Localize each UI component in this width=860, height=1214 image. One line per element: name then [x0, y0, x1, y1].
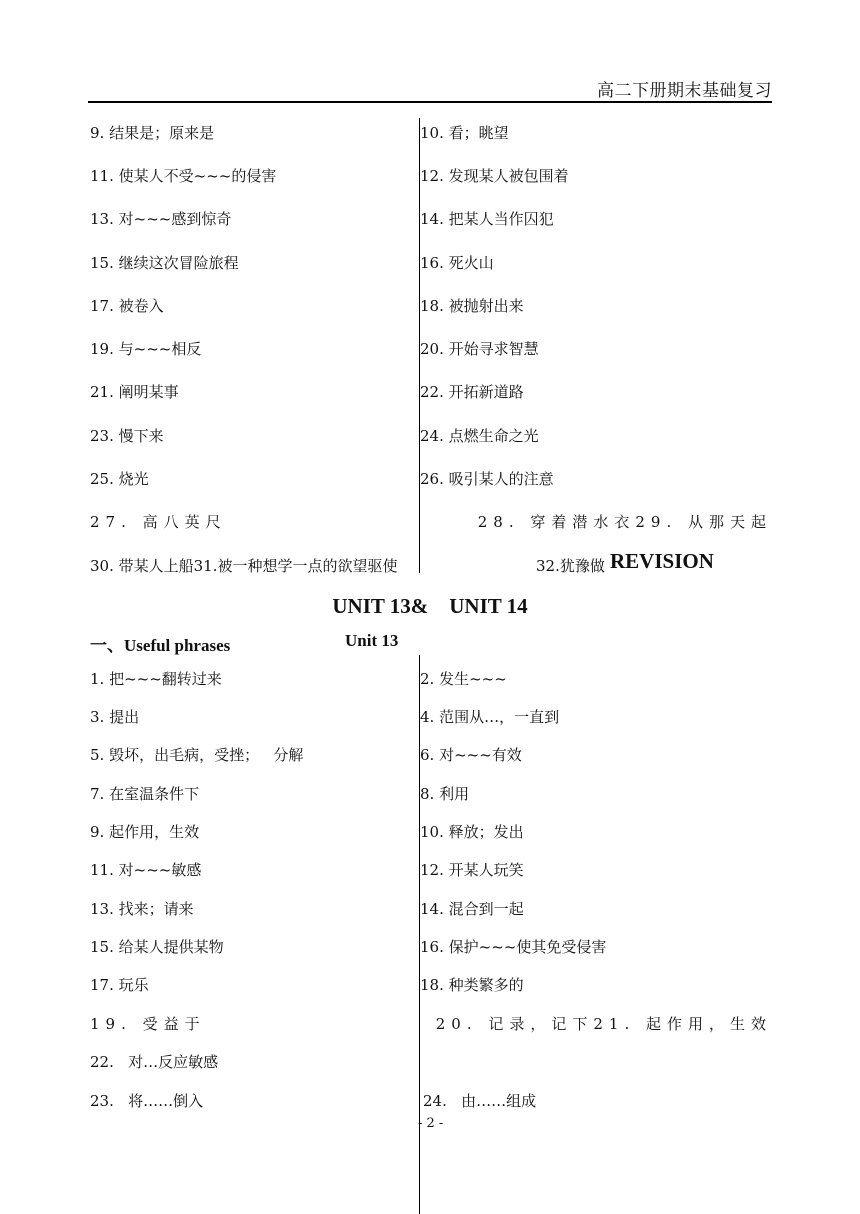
- header-rule: [88, 101, 772, 103]
- list-item: 11. 对~~~敏感: [90, 861, 202, 879]
- list-item: 21. 阐明某事: [90, 383, 179, 401]
- list-item: 22. 开拓新道路: [420, 383, 524, 401]
- list-item: 19. 受益于: [90, 1015, 206, 1033]
- list-item: 14. 把某人当作囚犯: [420, 210, 554, 228]
- list-item: 8. 利用: [420, 785, 470, 803]
- list-item: 17. 玩乐: [90, 976, 149, 994]
- list-item: 28. 穿着潜水衣29. 从那天起: [477, 513, 772, 531]
- list-item: 15. 给某人提供某物: [90, 938, 224, 956]
- list-item: 3. 提出: [90, 708, 140, 726]
- list-item: 10. 看；眺望: [420, 124, 509, 142]
- section-title: 一、Useful phrases: [90, 636, 231, 655]
- list-item: 2. 发生~~~: [420, 670, 507, 688]
- revision-heading: REVISION: [610, 549, 714, 573]
- list-item: 18. 种类繁多的: [420, 976, 524, 994]
- list-item: 12. 开某人玩笑: [420, 861, 524, 879]
- list-item: 12. 发现某人被包围着: [420, 167, 569, 185]
- list-item: 20. 开始寻求智慧: [420, 340, 539, 358]
- list-item: 6. 对~~~有效: [420, 746, 522, 764]
- list-item: 9. 结果是；原来是: [90, 124, 215, 142]
- list-item: 18. 被抛射出来: [420, 297, 524, 315]
- list-item: 5. 毁坏，出毛病，受挫； 分解: [90, 746, 304, 764]
- list-item: 19. 与~~~相反: [90, 340, 202, 358]
- list-item: 20. 记录，记下21. 起作用，生效: [435, 1015, 772, 1033]
- page-number: - 2 -: [418, 1116, 444, 1131]
- list-item: 23. 将……倒入: [90, 1092, 204, 1110]
- list-item: 15. 继续这次冒险旅程: [90, 254, 239, 272]
- list-item: 32.犹豫做: [536, 557, 605, 575]
- list-item: 27. 高八英尺: [90, 513, 227, 531]
- list-item: 24. 点燃生命之光: [420, 427, 539, 445]
- list-item: 10. 释放；发出: [420, 823, 524, 841]
- list-item: 1. 把~~~翻转过来: [90, 670, 222, 688]
- list-item: 23. 慢下来: [90, 427, 164, 445]
- list-item: 25. 烧光: [90, 470, 149, 488]
- list-item: 16. 保护~~~使其免受侵害: [420, 938, 607, 956]
- list-item: 17. 被卷入: [90, 297, 164, 315]
- list-item: 14. 混合到一起: [420, 900, 524, 918]
- list-item: 16. 死火山: [420, 254, 494, 272]
- list-item: 13. 对~~~感到惊奇: [90, 210, 232, 228]
- list-item: 24. 由……组成: [423, 1092, 537, 1110]
- list-item: 30. 带某人上船31.被一种想学一点的欲望驱使: [90, 557, 398, 575]
- list-item: 22. 对…反应敏感: [90, 1053, 219, 1071]
- list-item: 11. 使某人不受~~~的侵害: [90, 167, 277, 185]
- list-item: 7. 在室温条件下: [90, 785, 200, 803]
- unit-heading: UNIT 13& UNIT 14: [332, 594, 528, 618]
- list-item: 4. 范围从…，一直到: [420, 708, 560, 726]
- list-item: 26. 吸引某人的注意: [420, 470, 554, 488]
- list-item: 9. 起作用，生效: [90, 823, 200, 841]
- section-unit: Unit 13: [345, 631, 399, 650]
- list-item: 13. 找来；请来: [90, 900, 194, 918]
- header-title: 高二下册期末基础复习: [597, 81, 772, 101]
